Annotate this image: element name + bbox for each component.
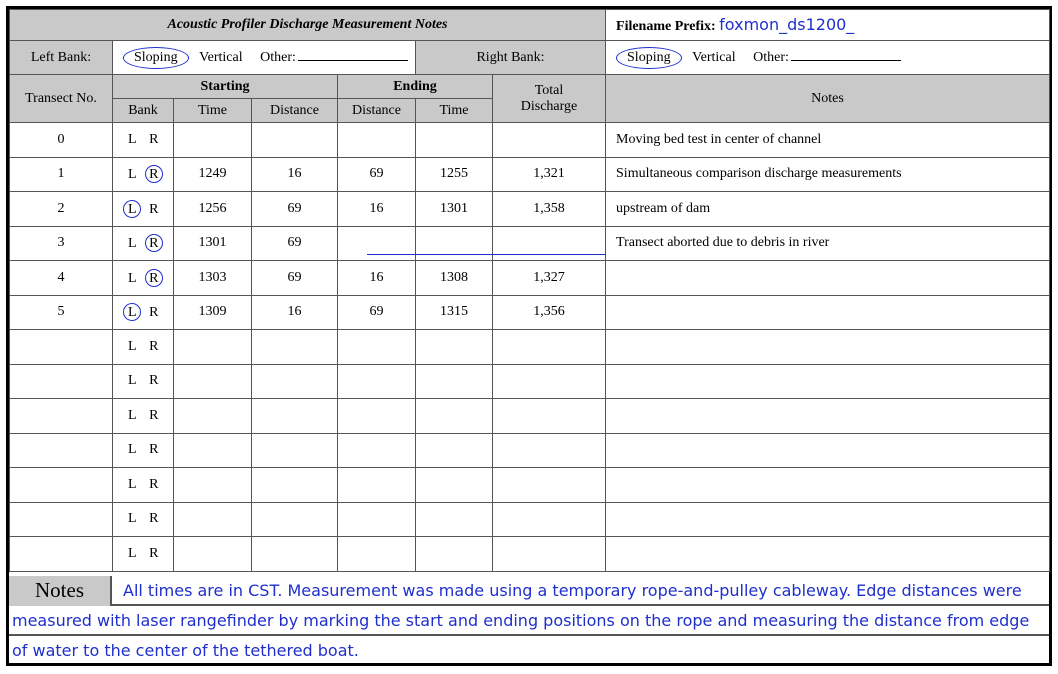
total-discharge-cell[interactable]: 1,321	[493, 157, 606, 192]
start-distance-cell[interactable]	[252, 433, 338, 468]
end-distance-cell[interactable]	[338, 537, 416, 572]
bank-cell	[113, 537, 174, 572]
transect-row	[10, 157, 1050, 192]
bank-cell	[113, 468, 174, 503]
transect-number[interactable]	[10, 364, 113, 399]
transect-number[interactable]: 4	[10, 261, 113, 296]
row-note-cell[interactable]: upstream of dam	[606, 192, 1050, 227]
row-note-cell[interactable]	[606, 468, 1050, 503]
bank-subheader: Bank	[113, 99, 174, 123]
left-bank-sloping-option[interactable]: Sloping	[123, 47, 189, 69]
end-distance-cell[interactable]: 16	[338, 192, 416, 227]
start-distance-cell[interactable]: 69	[252, 192, 338, 227]
right-bank-other-blank[interactable]	[791, 48, 901, 61]
notes-label: Notes	[9, 576, 112, 606]
end-time-cell[interactable]	[416, 364, 493, 399]
end-time-cell[interactable]	[416, 502, 493, 537]
filename-cell	[606, 10, 1050, 41]
start-time-cell[interactable]: 1303	[174, 261, 252, 296]
row-note-cell[interactable]: Moving bed test in center of channel	[606, 123, 1050, 158]
row-note-cell[interactable]	[606, 330, 1050, 365]
notes-line-2: measured with laser rangefinder by marking the start and ending positions on the rope and measuring the distance from edge	[12, 611, 1030, 630]
transect-number[interactable]	[10, 537, 113, 572]
notes-header: Notes	[606, 75, 1050, 123]
transect-row	[10, 399, 1050, 434]
end-distance-subheader: Distance	[338, 99, 416, 123]
transect-no-header: Transect No.	[10, 75, 113, 123]
total-discharge-cell[interactable]	[493, 364, 606, 399]
total-discharge-cell[interactable]	[493, 502, 606, 537]
transect-row	[10, 502, 1050, 537]
total-discharge-cell[interactable]	[493, 537, 606, 572]
bank-cell	[113, 123, 174, 158]
start-distance-cell[interactable]	[252, 123, 338, 158]
transect-row	[10, 537, 1050, 572]
end-distance-cell[interactable]	[338, 330, 416, 365]
start-distance-cell[interactable]: 69	[252, 261, 338, 296]
right-bank-vertical-option[interactable]: Vertical	[692, 49, 736, 65]
end-time-cell[interactable]	[416, 330, 493, 365]
left-bank-options	[113, 41, 416, 75]
total-discharge-cell[interactable]: 1,327	[493, 261, 606, 296]
right-bank-choice[interactable]: R	[149, 476, 159, 492]
end-time-cell[interactable]	[416, 537, 493, 572]
start-distance-cell[interactable]	[252, 468, 338, 503]
transect-row	[10, 295, 1050, 330]
total-discharge-cell[interactable]	[493, 226, 606, 261]
transect-number[interactable]	[10, 433, 113, 468]
ending-header: Ending	[338, 75, 493, 99]
end-time-cell[interactable]	[416, 433, 493, 468]
row-note-cell[interactable]	[606, 364, 1050, 399]
transect-number[interactable]: 0	[10, 123, 113, 158]
start-time-cell[interactable]	[174, 537, 252, 572]
start-distance-cell[interactable]	[252, 399, 338, 434]
row-note-cell[interactable]	[606, 261, 1050, 296]
end-distance-cell[interactable]	[338, 502, 416, 537]
end-time-cell[interactable]: 1301	[416, 192, 493, 227]
end-distance-cell[interactable]	[338, 226, 416, 261]
transect-row	[10, 433, 1050, 468]
row-note-cell[interactable]: Simultaneous comparison discharge measurements	[606, 157, 1050, 192]
total-header-line2: Discharge	[520, 98, 578, 114]
right-bank-label: Right Bank:	[416, 41, 606, 75]
end-time-cell[interactable]	[416, 468, 493, 503]
right-bank-choice[interactable]: R	[149, 407, 159, 423]
left-bank-other-option[interactable]: Other:	[260, 49, 296, 65]
end-time-subheader: Time	[416, 99, 493, 123]
transect-number[interactable]	[10, 399, 113, 434]
total-discharge-cell[interactable]	[493, 433, 606, 468]
bank-cell	[113, 502, 174, 537]
measurement-form	[6, 6, 1052, 666]
start-distance-cell[interactable]: 69	[252, 226, 338, 261]
bank-cell	[113, 399, 174, 434]
start-distance-cell[interactable]: 16	[252, 295, 338, 330]
left-bank-choice[interactable]: L	[127, 236, 137, 252]
start-distance-cell[interactable]	[252, 502, 338, 537]
start-distance-cell[interactable]: 16	[252, 157, 338, 192]
start-time-cell[interactable]: 1301	[174, 226, 252, 261]
left-bank-other-blank[interactable]	[298, 48, 408, 61]
right-bank-choice[interactable]: R	[149, 373, 159, 389]
left-bank-choice[interactable]: L	[127, 545, 137, 561]
bank-cell	[113, 226, 174, 261]
transect-number[interactable]: 2	[10, 192, 113, 227]
right-bank-choice[interactable]: R	[149, 201, 159, 217]
transect-number[interactable]	[10, 330, 113, 365]
right-bank-choice[interactable]: R	[149, 131, 159, 147]
left-bank-choice[interactable]: L	[123, 303, 141, 321]
right-bank-choice[interactable]: R	[149, 442, 159, 458]
start-distance-cell[interactable]	[252, 364, 338, 399]
end-distance-cell[interactable]	[338, 433, 416, 468]
right-bank-choice[interactable]: R	[149, 511, 159, 527]
right-bank-options	[606, 41, 1050, 75]
filename-label: Filename Prefix:	[616, 19, 716, 34]
right-bank-choice[interactable]: R	[145, 165, 163, 183]
left-bank-choice[interactable]: L	[127, 270, 137, 286]
end-distance-cell[interactable]: 69	[338, 295, 416, 330]
right-bank-choice[interactable]: R	[145, 269, 163, 287]
end-time-cell[interactable]: 1315	[416, 295, 493, 330]
row-note-cell[interactable]	[606, 537, 1050, 572]
bank-cell	[113, 192, 174, 227]
bank-cell	[113, 157, 174, 192]
filename-value: foxmon_ds1200_	[719, 15, 855, 34]
total-discharge-cell[interactable]	[493, 468, 606, 503]
notes-line-3-row	[9, 636, 1049, 666]
start-time-cell[interactable]: 1256	[174, 192, 252, 227]
transect-number[interactable]	[10, 468, 113, 503]
start-time-subheader: Time	[174, 99, 252, 123]
transect-row	[10, 192, 1050, 227]
total-discharge-cell[interactable]: 1,356	[493, 295, 606, 330]
total-discharge-cell[interactable]: 1,358	[493, 192, 606, 227]
bank-cell	[113, 364, 174, 399]
notes-section	[9, 576, 1049, 663]
start-distance-cell[interactable]	[252, 537, 338, 572]
end-distance-cell[interactable]	[338, 399, 416, 434]
transect-row	[10, 330, 1050, 365]
start-time-cell[interactable]	[174, 399, 252, 434]
row-note-cell[interactable]	[606, 295, 1050, 330]
end-distance-cell[interactable]: 69	[338, 157, 416, 192]
starting-header: Starting	[113, 75, 338, 99]
end-time-cell[interactable]	[416, 226, 493, 261]
left-bank-choice[interactable]: L	[127, 476, 137, 492]
total-discharge-cell[interactable]	[493, 123, 606, 158]
left-bank-choice[interactable]: L	[127, 407, 137, 423]
left-bank-label: Left Bank:	[10, 41, 113, 75]
left-bank-choice[interactable]: L	[127, 131, 137, 147]
right-bank-choice[interactable]: R	[149, 545, 159, 561]
total-discharge-header	[493, 75, 606, 123]
start-time-cell[interactable]: 1309	[174, 295, 252, 330]
end-distance-cell[interactable]	[338, 123, 416, 158]
end-time-cell[interactable]	[416, 123, 493, 158]
transect-row	[10, 123, 1050, 158]
transect-number[interactable]: 1	[10, 157, 113, 192]
notes-line-2-row	[9, 606, 1049, 636]
right-bank-other-option[interactable]: Other:	[753, 49, 789, 65]
transect-table	[9, 9, 1050, 572]
left-bank-choice[interactable]: L	[127, 338, 137, 354]
start-distance-cell[interactable]	[252, 330, 338, 365]
transect-number[interactable]	[10, 502, 113, 537]
transect-number[interactable]: 3	[10, 226, 113, 261]
start-time-cell[interactable]	[174, 330, 252, 365]
left-bank-choice[interactable]: L	[127, 442, 137, 458]
right-bank-choice[interactable]: R	[145, 234, 163, 252]
left-bank-choice[interactable]: L	[127, 373, 137, 389]
row-note-cell[interactable]	[606, 433, 1050, 468]
end-time-cell[interactable]: 1308	[416, 261, 493, 296]
bank-cell	[113, 261, 174, 296]
end-distance-cell[interactable]: 16	[338, 261, 416, 296]
total-header-line1: Total	[534, 82, 564, 98]
bank-cell	[113, 330, 174, 365]
right-bank-choice[interactable]: R	[149, 305, 159, 321]
transect-number[interactable]: 5	[10, 295, 113, 330]
transect-row	[10, 261, 1050, 296]
start-time-cell[interactable]: 1249	[174, 157, 252, 192]
left-bank-choice[interactable]: L	[127, 511, 137, 527]
start-time-cell[interactable]	[174, 364, 252, 399]
form-title: Acoustic Profiler Discharge Measurement Notes	[10, 10, 606, 41]
aborted-strike-line	[367, 254, 605, 255]
bank-cell	[113, 295, 174, 330]
transect-row	[10, 364, 1050, 399]
start-time-cell[interactable]	[174, 433, 252, 468]
end-distance-cell[interactable]	[338, 468, 416, 503]
end-time-cell[interactable]: 1255	[416, 157, 493, 192]
notes-line-1: All times are in CST. Measurement was made using a temporary rope-and-pulley cableway. Edge distances were	[123, 581, 1022, 600]
bank-cell	[113, 433, 174, 468]
left-bank-choice[interactable]: L	[123, 200, 141, 218]
start-time-cell[interactable]	[174, 123, 252, 158]
end-time-cell[interactable]	[416, 399, 493, 434]
row-note-cell[interactable]	[606, 399, 1050, 434]
start-distance-subheader: Distance	[252, 99, 338, 123]
left-bank-vertical-option[interactable]: Vertical	[199, 49, 243, 65]
total-discharge-cell[interactable]	[493, 399, 606, 434]
transect-row	[10, 468, 1050, 503]
notes-line-1-row	[9, 576, 1049, 606]
row-note-cell[interactable]: Transect aborted due to debris in river	[606, 226, 1050, 261]
left-bank-choice[interactable]: L	[127, 167, 137, 183]
end-distance-cell[interactable]	[338, 364, 416, 399]
right-bank-sloping-option[interactable]: Sloping	[616, 47, 682, 69]
total-discharge-cell[interactable]	[493, 330, 606, 365]
right-bank-choice[interactable]: R	[149, 338, 159, 354]
start-time-cell[interactable]	[174, 468, 252, 503]
transect-row	[10, 226, 1050, 261]
start-time-cell[interactable]	[174, 502, 252, 537]
row-note-cell[interactable]	[606, 502, 1050, 537]
notes-line-3: of water to the center of the tethered boat.	[12, 641, 359, 660]
